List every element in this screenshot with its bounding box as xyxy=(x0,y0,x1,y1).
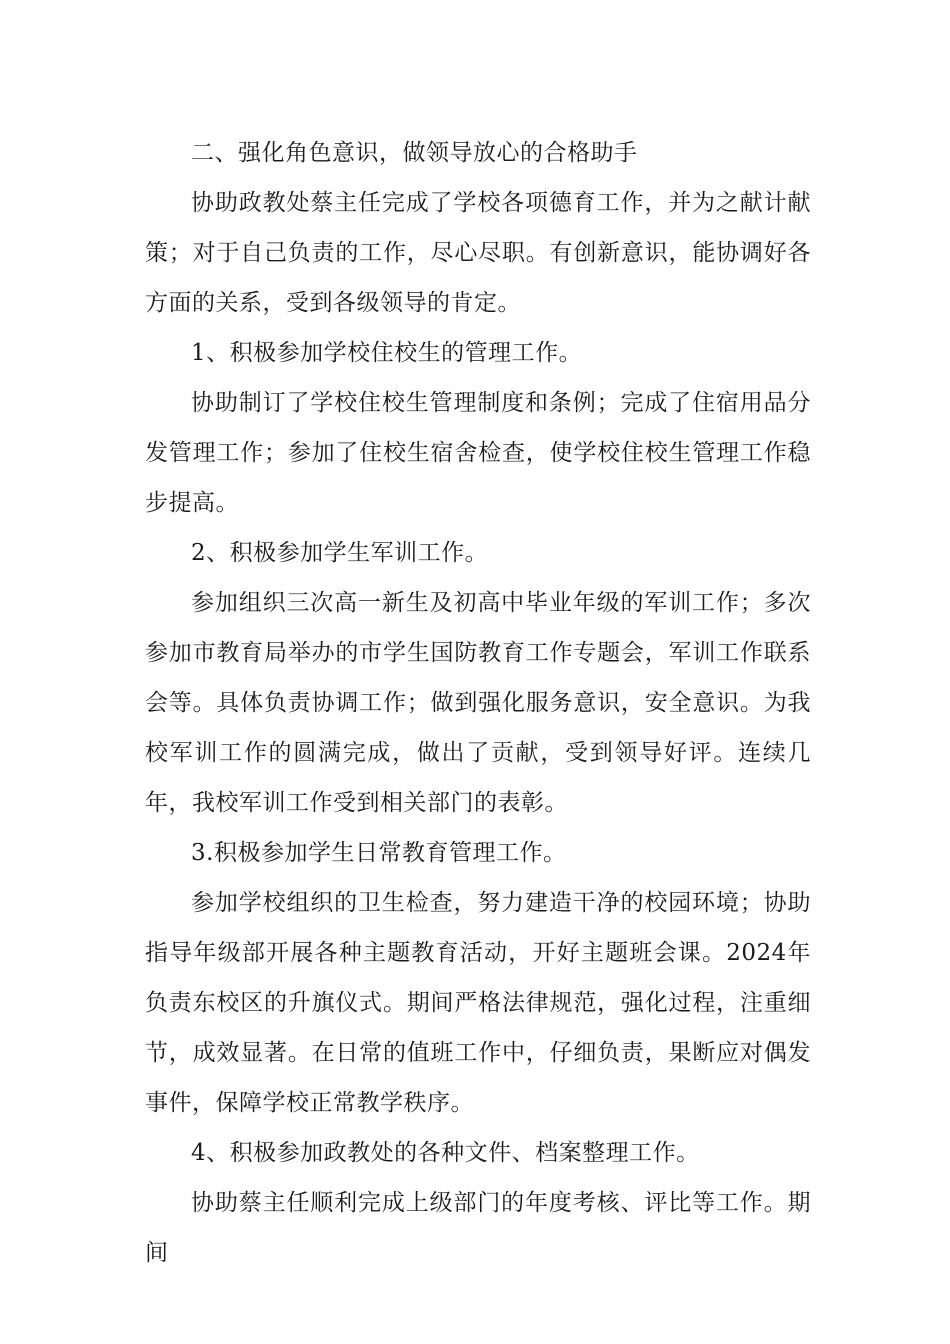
body-paragraph: 协助政教处蔡主任完成了学校各项德育工作，并为之献计献策；对于自己负责的工作，尽心尽职。有创新意识，能协调好各方面的关系，受到各级领导的肯定。 xyxy=(145,190,811,316)
body-paragraph: 参加组织三次高一新生及初高中毕业年级的军训工作；多次参加市教育局举办的市学生国防教育工作专题会，军训工作联系会等。具体负责协调工作；做到强化服务意识，安全意识。为我校军训工作的圆满完成，做出了贡献，受到领导好评。连续几年，我校军训工作受到相关部门的表彰。 xyxy=(145,590,811,816)
item-heading: 3.积极参加学生日常教育管理工作。 xyxy=(191,840,567,866)
body-paragraph: 参加学校组织的卫生检查，努力建造干净的校园环境；协助指导年级部开展各种主题教育活动，开好主题班会课。2024年负责东校区的升旗仪式。期间严格法律规范，强化过程，注重细节，成效显著。在日常的值班工作中，仔细负责，果断应对偶发事件，保障学校正常教学秩序。 xyxy=(145,890,811,1116)
body-paragraph: 协助制订了学校住校生管理制度和条例；完成了住宿用品分发管理工作；参加了住校生宿舍检查，使学校住校生管理工作稳步提高。 xyxy=(145,390,811,516)
section-heading: 二、强化角色意识，做领导放心的合格助手 xyxy=(191,140,638,166)
item-heading: 1、积极参加学校住校生的管理工作。 xyxy=(191,340,583,366)
document-body xyxy=(145,128,811,1278)
body-paragraph: 协助蔡主任顺利完成上级部门的年度考核、评比等工作。期间 xyxy=(145,1190,811,1266)
item-heading: 4、积极参加政教处的各种文件、档案整理工作。 xyxy=(191,1140,700,1166)
item-heading: 2、积极参加学生军训工作。 xyxy=(191,540,489,566)
